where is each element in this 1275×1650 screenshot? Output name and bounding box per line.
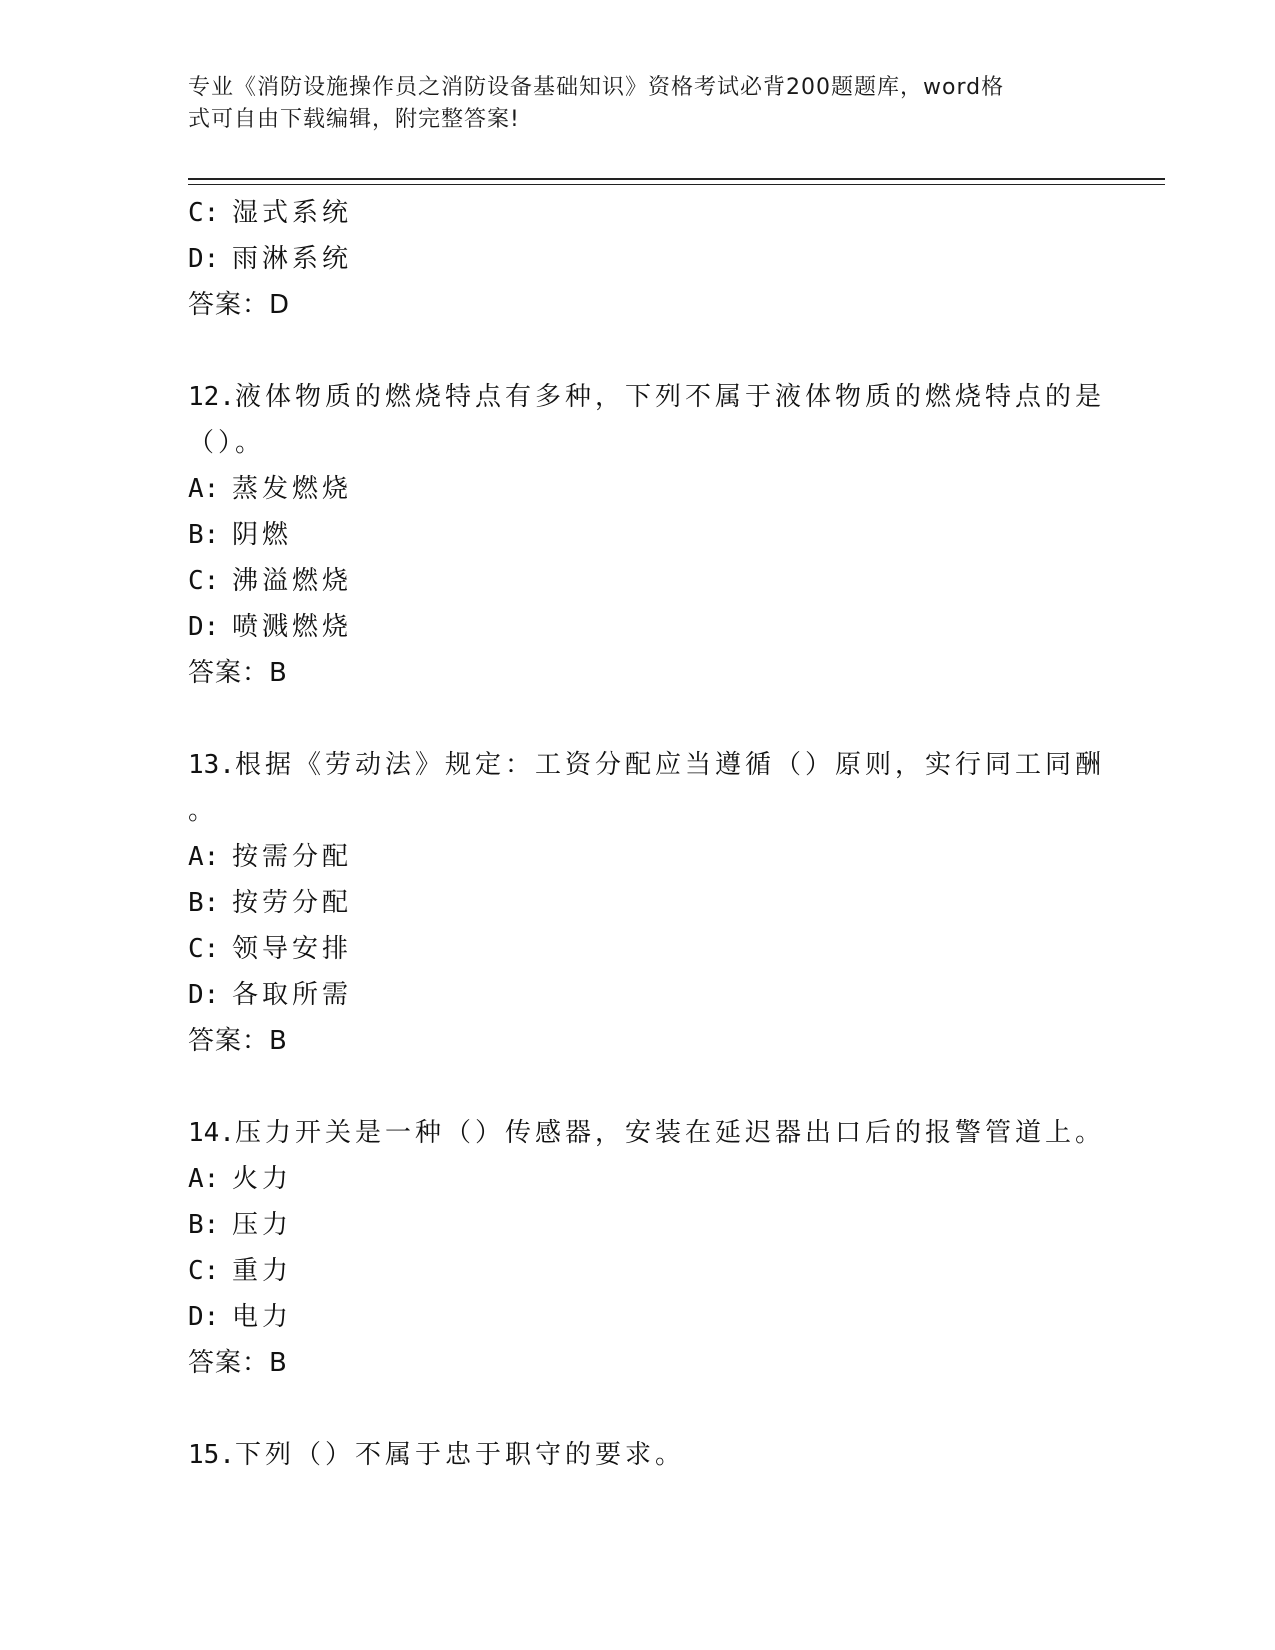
answer-line: 答案：B <box>188 1348 288 1378</box>
spacer <box>188 328 1088 374</box>
option-text: 阴燃 <box>232 520 293 550</box>
option-a <box>188 466 1088 512</box>
question-12-stem <box>188 374 1105 420</box>
question-13-stem <box>188 742 1105 788</box>
option-letter: C: <box>188 934 220 964</box>
spacer <box>188 1386 1088 1432</box>
option-c <box>188 1248 1088 1294</box>
option-d <box>188 1294 1088 1340</box>
answer-line: 答案：B <box>188 1026 288 1056</box>
option-d <box>188 604 1088 650</box>
option-text: 按需分配 <box>232 842 353 872</box>
option-letter: B: <box>188 1210 220 1240</box>
option-text: 按劳分配 <box>232 888 353 918</box>
option-letter: A: <box>188 474 220 504</box>
question-list <box>188 190 1105 1478</box>
option-d <box>188 236 1088 282</box>
option-letter: D: <box>188 612 220 642</box>
option-letter: B: <box>188 888 220 918</box>
option-text: 雨淋系统 <box>232 244 353 274</box>
option-text: 喷溅燃烧 <box>232 612 353 642</box>
option-c <box>188 190 1088 236</box>
option-c <box>188 558 1088 604</box>
question-number: 15. <box>188 1440 235 1470</box>
option-letter: B: <box>188 520 220 550</box>
option-letter: C: <box>188 198 220 228</box>
option-b <box>188 880 1088 926</box>
option-a <box>188 834 1088 880</box>
document-header <box>188 72 1068 136</box>
question-13-stem-cont: 。 <box>188 796 219 826</box>
option-text: 电力 <box>232 1302 293 1332</box>
question-number: 13. <box>188 750 235 780</box>
header-line-1: 专业《消防设施操作员之消防设备基础知识》资格考试必背200题题库，word格 <box>188 75 1005 100</box>
option-text: 重力 <box>232 1256 293 1286</box>
option-letter: D: <box>188 1302 220 1332</box>
option-text: 火力 <box>232 1164 293 1194</box>
option-a <box>188 1156 1088 1202</box>
header-divider-thin <box>188 184 1165 185</box>
question-12-stem-cont: （）。 <box>188 428 266 458</box>
question-number: 14. <box>188 1118 235 1148</box>
option-d <box>188 972 1088 1018</box>
option-text: 蒸发燃烧 <box>232 474 353 504</box>
spacer <box>188 696 1088 742</box>
option-letter: A: <box>188 1164 220 1194</box>
question-14-stem <box>188 1110 1105 1156</box>
option-c <box>188 926 1088 972</box>
question-text: 液体物质的燃烧特点有多种，下列不属于液体物质的燃烧特点的是 <box>234 382 1105 412</box>
option-letter: D: <box>188 244 220 274</box>
option-text: 湿式系统 <box>232 198 353 228</box>
option-letter: D: <box>188 980 220 1010</box>
answer-line: 答案：B <box>188 658 288 688</box>
option-letter: C: <box>188 1256 220 1286</box>
option-b <box>188 512 1088 558</box>
option-letter: A: <box>188 842 220 872</box>
header-divider-thick <box>188 178 1165 180</box>
header-line-2: 式可自由下载编辑，附完整答案! <box>188 107 520 132</box>
option-text: 各取所需 <box>232 980 353 1010</box>
option-letter: C: <box>188 566 220 596</box>
question-15-stem <box>188 1432 1088 1478</box>
question-text: 压力开关是一种（）传感器，安装在延迟器出口后的报警管道上。 <box>234 1118 1105 1148</box>
question-text: 根据《劳动法》规定：工资分配应当遵循（）原则，实行同工同酬 <box>234 750 1105 780</box>
question-number: 12. <box>188 382 235 412</box>
option-text: 沸溢燃烧 <box>232 566 353 596</box>
question-text: 下列（）不属于忠于职守的要求。 <box>234 1440 685 1470</box>
option-text: 领导安排 <box>232 934 353 964</box>
option-text: 压力 <box>232 1210 293 1240</box>
option-b <box>188 1202 1088 1248</box>
answer-line: 答案：D <box>188 290 291 320</box>
spacer <box>188 1064 1088 1110</box>
